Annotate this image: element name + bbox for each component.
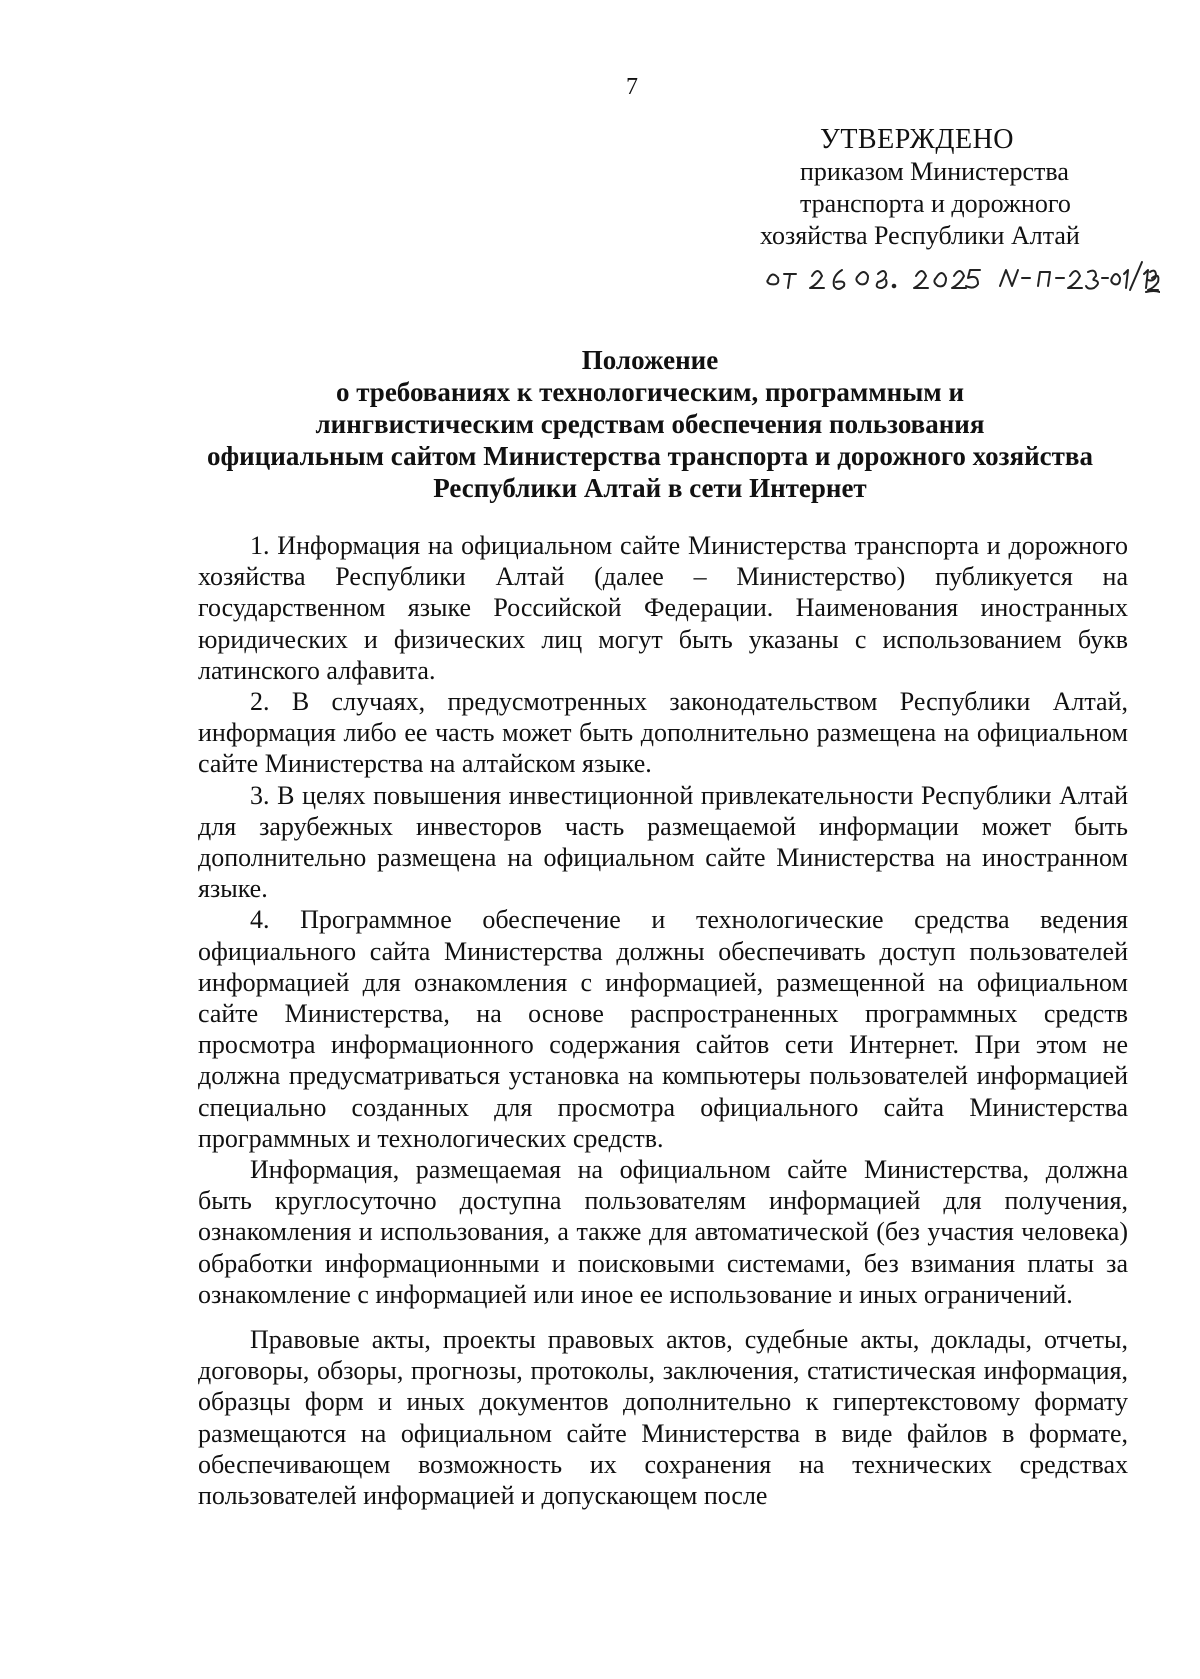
title-line-4: официальным сайтом Министерства транспорта и дорожного хозяйства	[207, 441, 1093, 471]
approval-stamp	[760, 124, 1140, 252]
document-title	[150, 344, 1150, 504]
paragraph-1: 1. Информация на официальном сайте Министерства транспорта и дорожного хозяйства Республики Алтай (далее – Министерство) публикуется на государственном языке Российской Федерации. Наименования иностранных юридических и физических лиц могут быть указаны с использованием букв латинского алфавита.	[198, 531, 1128, 685]
approval-line-2: транспорта и дорожного	[800, 189, 1071, 218]
paragraph-4: 4. Программное обеспечение и технологические средства ведения официального сайта Министерства должны обеспечивать доступ пользователей информацией для ознакомления с информацией, размещенной на официальном сайте Министерства, на основе распространенных программных средств просмотра информационного содержания сайтов сети Интернет. При этом не должна предусматриваться установка на компьютеры пользователей информацией специально созданных для просмотра официального сайта Министерства программных и технологических средств.	[198, 905, 1128, 1153]
title-line-3: лингвистическим средствам обеспечения пользования	[315, 409, 985, 439]
approval-title: УТВЕРЖДЕНО	[820, 124, 1015, 155]
approval-line-3: хозяйства Республики Алтай	[760, 221, 1080, 250]
title-line-1: Положение	[581, 345, 719, 375]
paragraph-2: 2. В случаях, предусмотренных законодательством Республики Алтай, информация либо ее часть может быть дополнительно размещена на официальном сайте Министерства на алтайском языке.	[198, 687, 1128, 779]
title-line-5: Республики Алтай в сети Интернет	[433, 473, 867, 503]
paragraph-3: 3. В целях повышения инвестиционной привлекательности Республики Алтай для зарубежных инвесторов часть размещаемой информации может быть дополнительно размещена на официальном сайте Министерства на иностранном языке.	[198, 780, 1128, 904]
title-line-2: о требованиях к технологическим, программным и	[335, 377, 965, 407]
approval-line-1: приказом Министерства	[800, 157, 1069, 186]
page-number: 7	[626, 74, 638, 100]
document-body	[198, 530, 1128, 1511]
paragraph-6: Правовые акты, проекты правовых актов, судебные акты, доклады, отчеты, договоры, обзоры, прогнозы, протоколы, заключения, статистическая информация, образцы форм и иных документов дополнительно к гипертекстовому формату размещаются на официальном сайте Министерства в виде файлов в формате, обеспечивающем возможность их сохранения на технических средствах пользователей информацией и допускающем после	[198, 1325, 1128, 1511]
paragraph-5: Информация, размещаемая на официальном сайте Министерства, должна быть круглосуточно доступна пользователям информацией для получения, ознакомления и использования, а также для автоматической (без участия человека) обработки информационными и поисковыми системами, без взимания платы за ознакомление с информацией или иное ее использование и иных ограничений.	[198, 1155, 1128, 1309]
handwritten-order-number	[760, 256, 1160, 296]
